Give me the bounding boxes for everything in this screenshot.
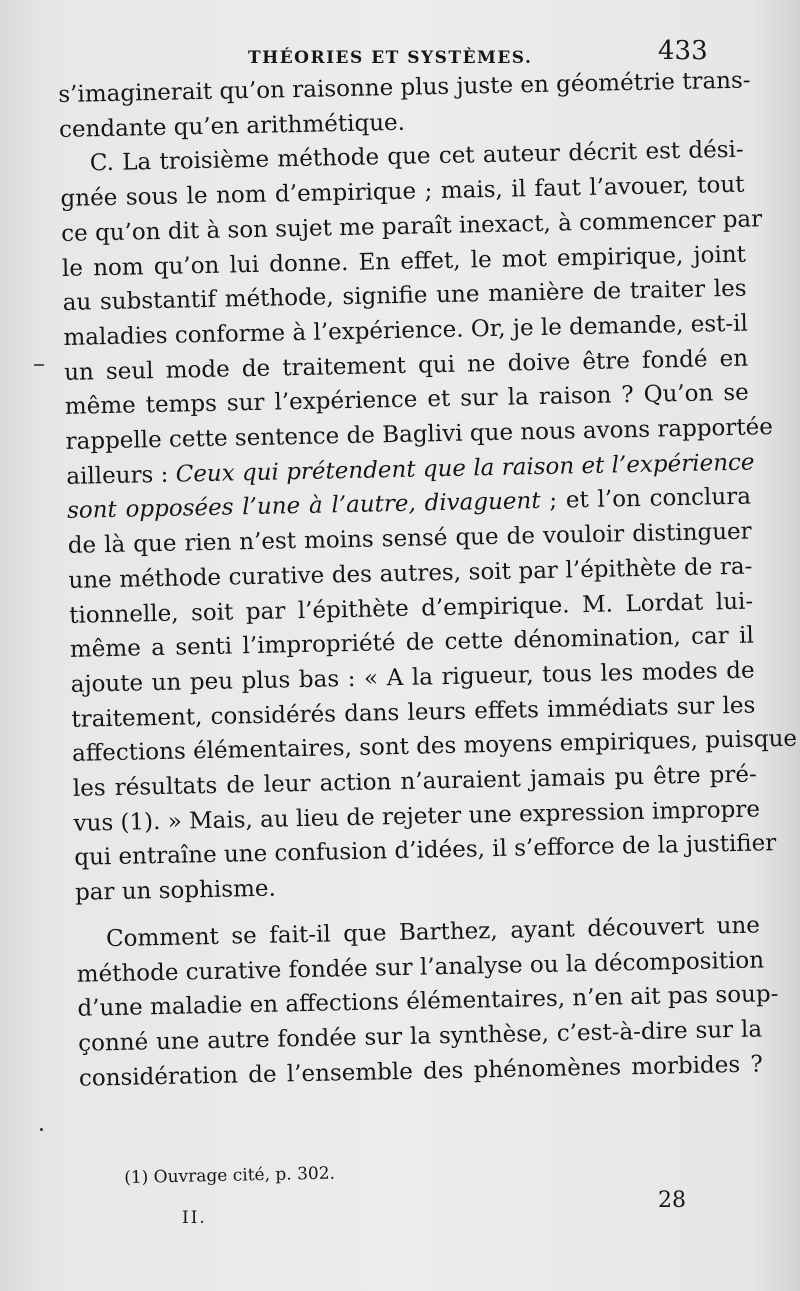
text-line: çonné une autre fondée sur la synthèse, c’est-à-dire sur la	[77, 1016, 763, 1057]
text-line: même temps sur l’expérience et sur la raison ? Qu’on se	[64, 379, 750, 421]
text-line: considération de l’ensemble des phénomènes morbides ?	[78, 1051, 764, 1092]
running-title: THÉORIES ET SYSTÈMES.	[248, 48, 533, 68]
text-line: cendante qu’en arithmétique.	[58, 109, 406, 143]
text-line: au substantif méthode, signifie une manière de traiter les	[62, 275, 747, 317]
text-line: méthode curative fondée sur l’analyse ou la décomposition	[76, 946, 765, 988]
text-line: par un sophisme.	[74, 875, 277, 906]
margin-dot	[40, 1128, 43, 1131]
signature-number: 28	[658, 1188, 686, 1213]
text-line: vus (1). » Mais, au lieu de rejeter une expression impropre	[73, 796, 761, 837]
text-line: rappelle cette sentence de Baglivi que nous avons rapportée	[65, 414, 774, 455]
text-line: un seul mode de traitement qui ne doive être fondé en	[63, 345, 749, 386]
footnote: (1) Ouvrage cité, p. 302.	[124, 1163, 336, 1188]
text-line: les résultats de leur action n’auraient jamais pu être pré-	[72, 761, 758, 802]
text-line: d’une maladie en affections élémentaires, n’en ait pas soup-	[77, 981, 779, 1023]
text-line: de là que rien n’est moins sensé que de vouloir distinguer	[67, 518, 752, 560]
text-line: une méthode curative des autres, soit par l’épithète de ra-	[68, 553, 753, 594]
italic-quotation: Ceux qui prétendent que la raison et l’expérience	[175, 449, 755, 488]
text-line: C. La troisième méthode que cet auteur décrit est dési-	[89, 137, 744, 177]
margin-mark	[34, 364, 44, 366]
body-text	[58, 64, 798, 1096]
text-line: tionnelle, soit par l’épithète d’empirique. M. Lordat lui-	[68, 588, 754, 629]
text-run: ailleurs :	[66, 461, 176, 490]
text-run: ; et l’on conclura	[540, 484, 752, 515]
text-line: traitement, considérés dans leurs effets immédiats sur les	[71, 692, 756, 733]
text-line: maladies conforme à l’expérience. Or, je le demande, est-il	[63, 310, 749, 351]
text-line: gnée sous le nom d’empirique ; mais, il faut l’avouer, tout	[60, 171, 745, 213]
text-line: affections élémentaires, sont des moyens empiriques, puisque	[71, 726, 798, 768]
text-line: s’imaginerait qu’on raisonne plus juste en géométrie trans-	[58, 67, 751, 108]
text-line: Comment se fait-il que Barthez, ayant découvert une	[105, 912, 761, 953]
text-line: le nom qu’on lui donne. En effet, le mot empirique, joint	[61, 241, 747, 282]
text-line: ajoute un peu plus bas : « A la rigueur, tous les modes de	[70, 657, 755, 698]
text-line: même a senti l’impropriété de cette dénomination, car il	[69, 622, 755, 664]
text-line: qui entraîne une confusion d’idées, il s’efforce de la justifier	[74, 830, 777, 872]
italic-quotation: sont opposées l’une à l’autre, divaguent	[66, 488, 541, 525]
signature-mark: II.	[182, 1208, 207, 1228]
page-number: 433	[658, 36, 708, 66]
text-line: ce qu’on dit à son sujet me paraît inexact, à commencer par	[60, 206, 763, 247]
